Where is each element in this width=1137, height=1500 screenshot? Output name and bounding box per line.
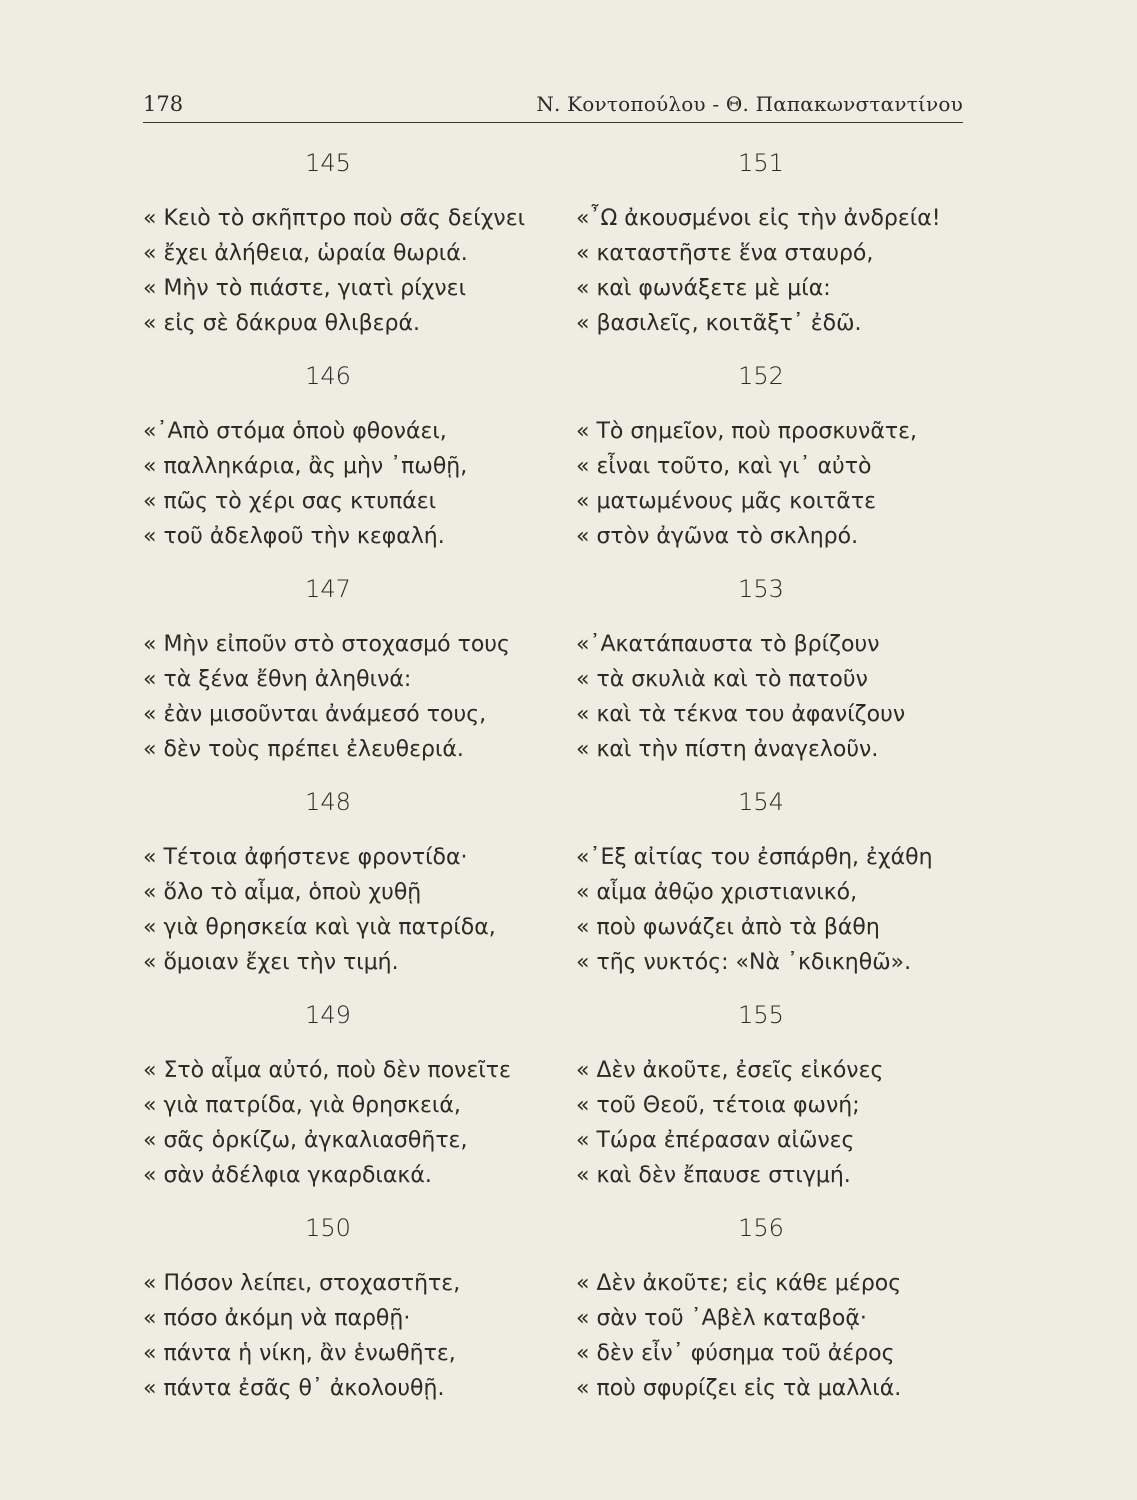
verse-line: « καταστῆστε ἕνα σταυρό, xyxy=(576,241,874,266)
stanza-number: 154 xyxy=(738,788,784,816)
stanza xyxy=(576,997,996,1210)
stanza xyxy=(576,1210,996,1423)
verse-line: «᾿Εξ αἰτίας του ἐσπάρθη, ἐχάθη xyxy=(576,845,933,870)
page-header xyxy=(143,88,963,123)
verse-line: « εἰς σὲ δάκρυα θλιβερά. xyxy=(143,311,420,336)
stanza xyxy=(143,358,563,571)
stanza-number: 151 xyxy=(738,149,784,177)
verse-line: « Δὲν ἀκοῦτε, ἐσεῖς εἰκόνες xyxy=(576,1058,884,1083)
verse-line: « Μὴν τὸ πιάστε, γιατὶ ρίχνει xyxy=(143,276,467,301)
stanza-number: 148 xyxy=(305,788,351,816)
verse-line: « ποὺ σφυρίζει εἰς τὰ μαλλιά. xyxy=(576,1376,902,1401)
verse-line: « τοῦ Θεοῦ, τέτοια φωνή; xyxy=(576,1093,860,1118)
verse-line: « ποὺ φωνάζει ἀπὸ τὰ βάθη xyxy=(576,915,880,940)
verse-line: « Τέτοια ἀφήστενε φροντίδα· xyxy=(143,845,468,870)
verse-line: « Μὴν εἰποῦν στὸ στοχασμό τους xyxy=(143,632,510,657)
stanza-number: 153 xyxy=(738,575,784,603)
verse-line: « παλληκάρια, ἂς μὴν ᾿πωθῇ, xyxy=(143,454,468,479)
verse-line: « βασιλεῖς, κοιτᾶξτ᾿ ἐδῶ. xyxy=(576,311,862,336)
verse-line: « σᾶς ὁρκίζω, ἀγκαλιασθῆτε, xyxy=(143,1128,468,1153)
verse-line: «᾿Ακατάπαυστα τὸ βρίζουν xyxy=(576,632,880,657)
verse-line: « πάντα ἐσᾶς θ᾿ ἀκολουθῇ. xyxy=(143,1376,445,1401)
verse-line: « δὲν τοὺς πρέπει ἐλευθεριά. xyxy=(143,737,464,762)
verse-line: « στὸν ἀγῶνα τὸ σκληρό. xyxy=(576,524,859,549)
stanza-number: 150 xyxy=(305,1214,351,1242)
left-column xyxy=(143,145,563,1423)
verse-line: « γιὰ πατρίδα, γιὰ θρησκειά, xyxy=(143,1093,461,1118)
verse-line: « τοῦ ἀδελφοῦ τὴν κεφαλή. xyxy=(143,524,445,549)
verse-line: « Στὸ αἷμα αὐτό, ποὺ δὲν πονεῖτε xyxy=(143,1058,511,1083)
stanza xyxy=(576,571,996,784)
stanza-number: 146 xyxy=(305,362,351,390)
verse-line: « ὅλο τὸ αἷμα, ὁποὺ χυθῇ xyxy=(143,880,422,905)
verse-line: « ματωμένους μᾶς κοιτᾶτε xyxy=(576,489,877,514)
verse-line: « γιὰ θρησκεία καὶ γιὰ πατρίδα, xyxy=(143,915,496,940)
verse-line: « καὶ τὰ τέκνα του ἀφανίζουν xyxy=(576,702,906,727)
page-number: 178 xyxy=(143,92,184,116)
stanza xyxy=(143,571,563,784)
stanza-number: 147 xyxy=(305,575,351,603)
verse-line: « πῶς τὸ χέρι σας κτυπάει xyxy=(143,489,437,514)
verse-line: « πόσο ἀκόμη νὰ παρθῇ· xyxy=(143,1306,411,1331)
verse-line: « καὶ τὴν πίστη ἀναγελοῦν. xyxy=(576,737,879,762)
stanza xyxy=(143,1210,563,1423)
verse-line: « καὶ δὲν ἔπαυσε στιγμή. xyxy=(576,1163,851,1188)
right-column xyxy=(576,145,996,1423)
verse-line: « σὰν ἀδέλφια γκαρδιακά. xyxy=(143,1163,432,1188)
verse-line: «᾿Απὸ στόμα ὁποὺ φθονάει, xyxy=(143,419,447,444)
verse-line: « ἐὰν μισοῦνται ἀνάμεσό τους, xyxy=(143,702,487,727)
stanza xyxy=(143,997,563,1210)
stanza xyxy=(576,784,996,997)
stanza xyxy=(143,145,563,358)
stanza xyxy=(576,145,996,358)
verse-line: « Κειὸ τὸ σκῆπτρο ποὺ σᾶς δείχνει xyxy=(143,206,526,231)
verse-line: « Πόσον λείπει, στοχαστῆτε, xyxy=(143,1271,461,1296)
verse-line: « καὶ φωνάξετε μὲ μία: xyxy=(576,276,831,301)
verse-line: « ὅμοιαν ἔχει τὴν τιμή. xyxy=(143,950,399,975)
verse-line: « δὲν εἶν᾿ φύσημα τοῦ ἀέρος xyxy=(576,1341,895,1366)
verse-line: « εἶναι τοῦτο, καὶ γι᾿ αὐτὸ xyxy=(576,454,872,479)
verse-line: « σὰν τοῦ ᾿Αβὲλ καταβοᾷ· xyxy=(576,1306,867,1331)
running-head: Ν. Κοντοπούλου - Θ. Παπακωνσταντίνου xyxy=(536,92,963,116)
stanza-number: 152 xyxy=(738,362,784,390)
verse-line: « τῆς νυκτός: «Νὰ ᾿κδικηθῶ». xyxy=(576,950,912,975)
verse-line: « Δὲν ἀκοῦτε; εἰς κάθε μέρος xyxy=(576,1271,902,1296)
verse-line: « πάντα ἡ νίκη, ἂν ἑνωθῆτε, xyxy=(143,1341,456,1366)
verse-line: « Τώρα ἐπέρασαν αἰῶνες xyxy=(576,1128,855,1153)
stanza-number: 155 xyxy=(738,1001,784,1029)
stanza xyxy=(576,358,996,571)
stanza-number: 149 xyxy=(305,1001,351,1029)
verse-line: « τὰ σκυλιὰ καὶ τὸ πατοῦν xyxy=(576,667,868,692)
stanza xyxy=(143,784,563,997)
verse-line: « τὰ ξένα ἔθνη ἀληθινά: xyxy=(143,667,412,692)
stanza-number: 156 xyxy=(738,1214,784,1242)
verse-line: « ἔχει ἀλήθεια, ὡραία θωριά. xyxy=(143,241,468,266)
stanza-number: 145 xyxy=(305,149,351,177)
verse-line: « Τὸ σημεῖον, ποὺ προσκυνᾶτε, xyxy=(576,419,917,444)
verse-line: «῏Ω ἀκουσμένοι εἰς τὴν ἀνδρεία! xyxy=(576,206,941,231)
verse-line: « αἷμα ἀθῷο χριστιανικό, xyxy=(576,880,858,905)
